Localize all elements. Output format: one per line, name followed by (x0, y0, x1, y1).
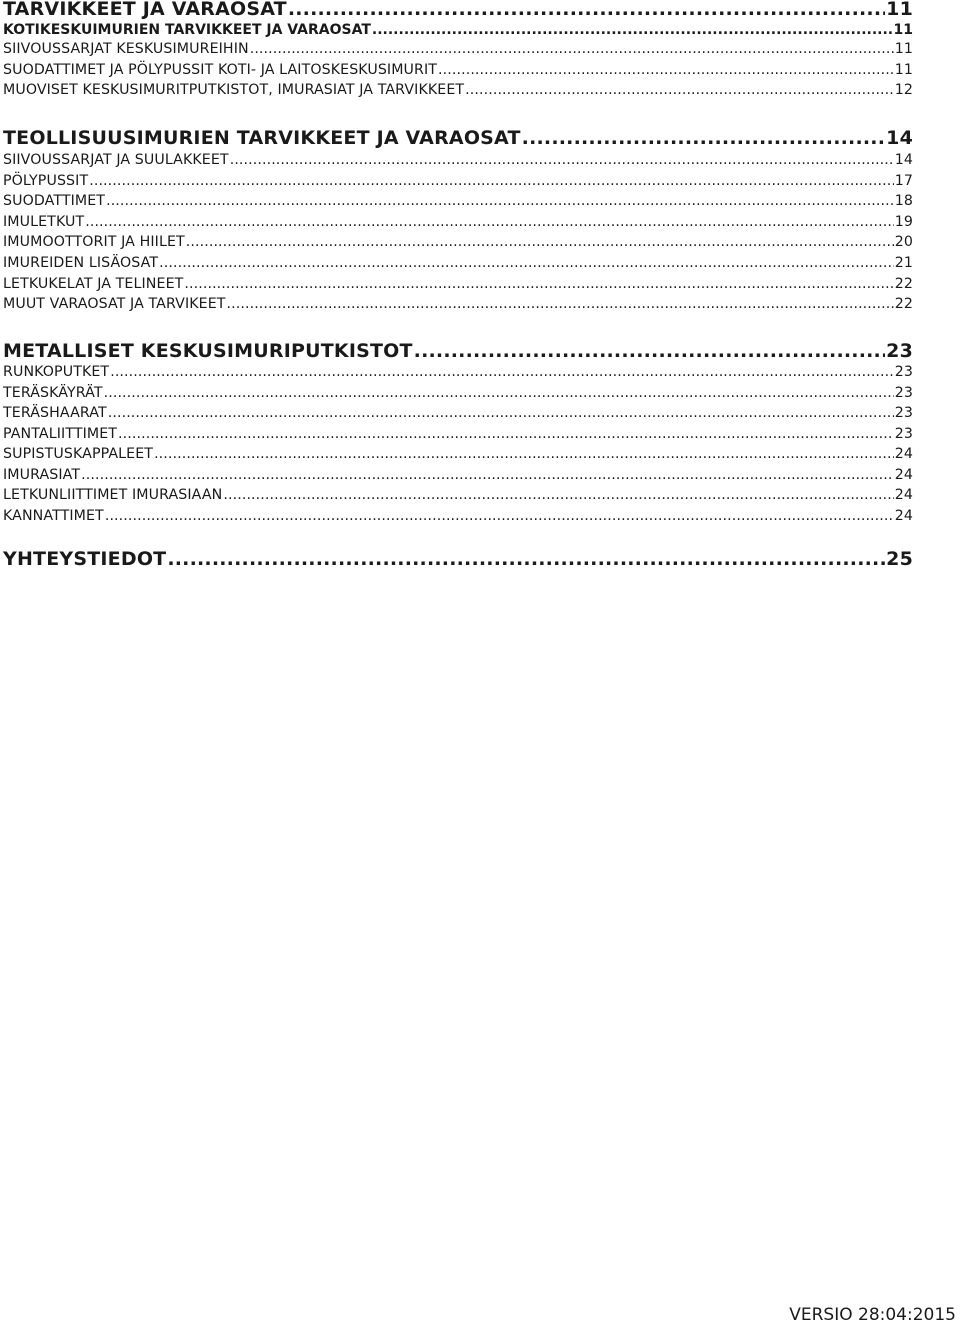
toc-item[interactable] (3, 364, 913, 380)
toc-subheading-page: 11 (893, 22, 913, 38)
dot-leader (230, 152, 894, 168)
toc-heading-title: TEOLLISUUSIMURIEN TARVIKKEET JA VARAOSAT (3, 127, 521, 149)
toc-item[interactable] (3, 214, 913, 230)
dot-leader (85, 214, 894, 230)
toc-item[interactable] (3, 487, 913, 503)
toc-item[interactable] (3, 82, 913, 98)
toc-subheading-title: KOTIKESKUIMURIEN TARVIKKEET JA VARAOSAT (3, 22, 371, 38)
toc-item-title: SIIVOUSSARJAT KESKUSIMUREIHIN (3, 41, 249, 57)
toc-item-page: 24 (894, 487, 913, 503)
toc-item-title: SIIVOUSSARJAT JA SUULAKKEET (3, 152, 229, 168)
toc-item-page: 23 (894, 405, 913, 421)
toc-item-title: IMUMOOTTORIT JA HIILET (3, 234, 185, 250)
toc-item-page: 18 (894, 193, 913, 209)
dot-leader (106, 193, 894, 209)
toc-item-title: TERÄSKÄYRÄT (3, 385, 103, 401)
dot-leader (465, 82, 894, 98)
toc-item-page: 24 (894, 446, 913, 462)
toc-item-title: TERÄSHAARAT (3, 405, 107, 421)
dot-leader (104, 385, 894, 401)
toc-item[interactable] (3, 426, 913, 442)
toc-heading[interactable] (3, 0, 913, 20)
toc-item-title: MUUT VARAOSAT JA TARVIKEET (3, 296, 226, 312)
dot-leader (227, 296, 894, 312)
toc-item-title: PANTALIITTIMET (3, 426, 118, 442)
dot-leader (414, 340, 886, 362)
toc-heading-title: YHTEYSTIEDOT (3, 548, 167, 570)
toc-item-page: 19 (894, 214, 913, 230)
toc-item-page: 12 (894, 82, 913, 98)
dot-leader (105, 508, 894, 524)
toc-heading-page: 23 (886, 340, 913, 362)
toc-item[interactable] (3, 276, 913, 292)
dot-leader (167, 548, 885, 570)
toc-heading-page: 25 (886, 548, 913, 570)
toc-heading-title: TARVIKKEET JA VARAOSAT (3, 0, 287, 20)
toc-item[interactable] (3, 508, 913, 524)
dot-leader (81, 467, 894, 483)
toc-item[interactable] (3, 296, 913, 312)
toc-item-page: 22 (894, 276, 913, 292)
toc-item[interactable] (3, 385, 913, 401)
toc-item[interactable] (3, 255, 913, 271)
toc-heading[interactable] (3, 127, 913, 149)
dot-leader (438, 62, 894, 78)
toc-item[interactable] (3, 62, 913, 78)
dot-leader (184, 276, 893, 292)
toc-item-title: RUNKOPUTKET (3, 364, 110, 380)
toc-item-page: 23 (894, 426, 913, 442)
toc-item-page: 24 (894, 467, 913, 483)
toc-item[interactable] (3, 405, 913, 421)
toc-item-title: IMULETKUT (3, 214, 85, 230)
toc-item[interactable] (3, 193, 913, 209)
toc-heading-page: 14 (886, 127, 913, 149)
version-footer: VERSIO 28:04:2015 (789, 1305, 956, 1325)
dot-leader (110, 364, 894, 380)
toc-heading-page: 11 (886, 0, 913, 20)
toc-item-page: 11 (894, 62, 913, 78)
toc-item-page: 14 (894, 152, 913, 168)
toc-item-page: 20 (894, 234, 913, 250)
toc-item[interactable] (3, 446, 913, 462)
dot-leader (159, 255, 894, 271)
toc-item[interactable] (3, 234, 913, 250)
dot-leader (118, 426, 894, 442)
dot-leader (108, 405, 894, 421)
toc-item-title: IMUREIDEN LISÄOSAT (3, 255, 159, 271)
toc-item-page: 23 (894, 385, 913, 401)
toc-item[interactable] (3, 152, 913, 168)
toc-item-title: MUOVISET KESKUSIMURITPUTKISTOT, IMURASIAT JA TARVIKKEET (3, 82, 465, 98)
dot-leader (522, 127, 886, 149)
dot-leader (223, 487, 893, 503)
toc-item[interactable] (3, 467, 913, 483)
toc-item-page: 23 (894, 364, 913, 380)
toc-item-title: SUPISTUSKAPPALEET (3, 446, 154, 462)
toc-heading[interactable] (3, 340, 913, 362)
toc-item-title: LETKUNLIITTIMET IMURASIAAN (3, 487, 223, 503)
toc-item-title: IMURASIAT (3, 467, 81, 483)
toc-item-title: PÖLYPUSSIT (3, 173, 89, 189)
toc-item-title: KANNATTIMET (3, 508, 104, 524)
toc-item-page: 24 (894, 508, 913, 524)
toc-item-title: LETKUKELAT JA TELINEET (3, 276, 184, 292)
dot-leader (89, 173, 894, 189)
toc-heading[interactable] (3, 548, 913, 570)
toc-heading-title: METALLISET KESKUSIMURIPUTKISTOT (3, 340, 413, 362)
dot-leader (154, 446, 894, 462)
dot-leader (186, 234, 894, 250)
toc-item-page: 17 (894, 173, 913, 189)
dot-leader (372, 22, 893, 38)
dot-leader (288, 0, 885, 20)
toc-item[interactable] (3, 173, 913, 189)
toc-item-page: 11 (894, 41, 913, 57)
dot-leader (250, 41, 894, 57)
toc-item[interactable] (3, 41, 913, 57)
toc-subheading[interactable] (3, 22, 913, 38)
toc-item-title: SUODATTIMET (3, 193, 106, 209)
toc-item-page: 21 (894, 255, 913, 271)
toc-item-title: SUODATTIMET JA PÖLYPUSSIT KOTI- JA LAITOSKESKUSIMURIT (3, 62, 438, 78)
toc-item-page: 22 (894, 296, 913, 312)
